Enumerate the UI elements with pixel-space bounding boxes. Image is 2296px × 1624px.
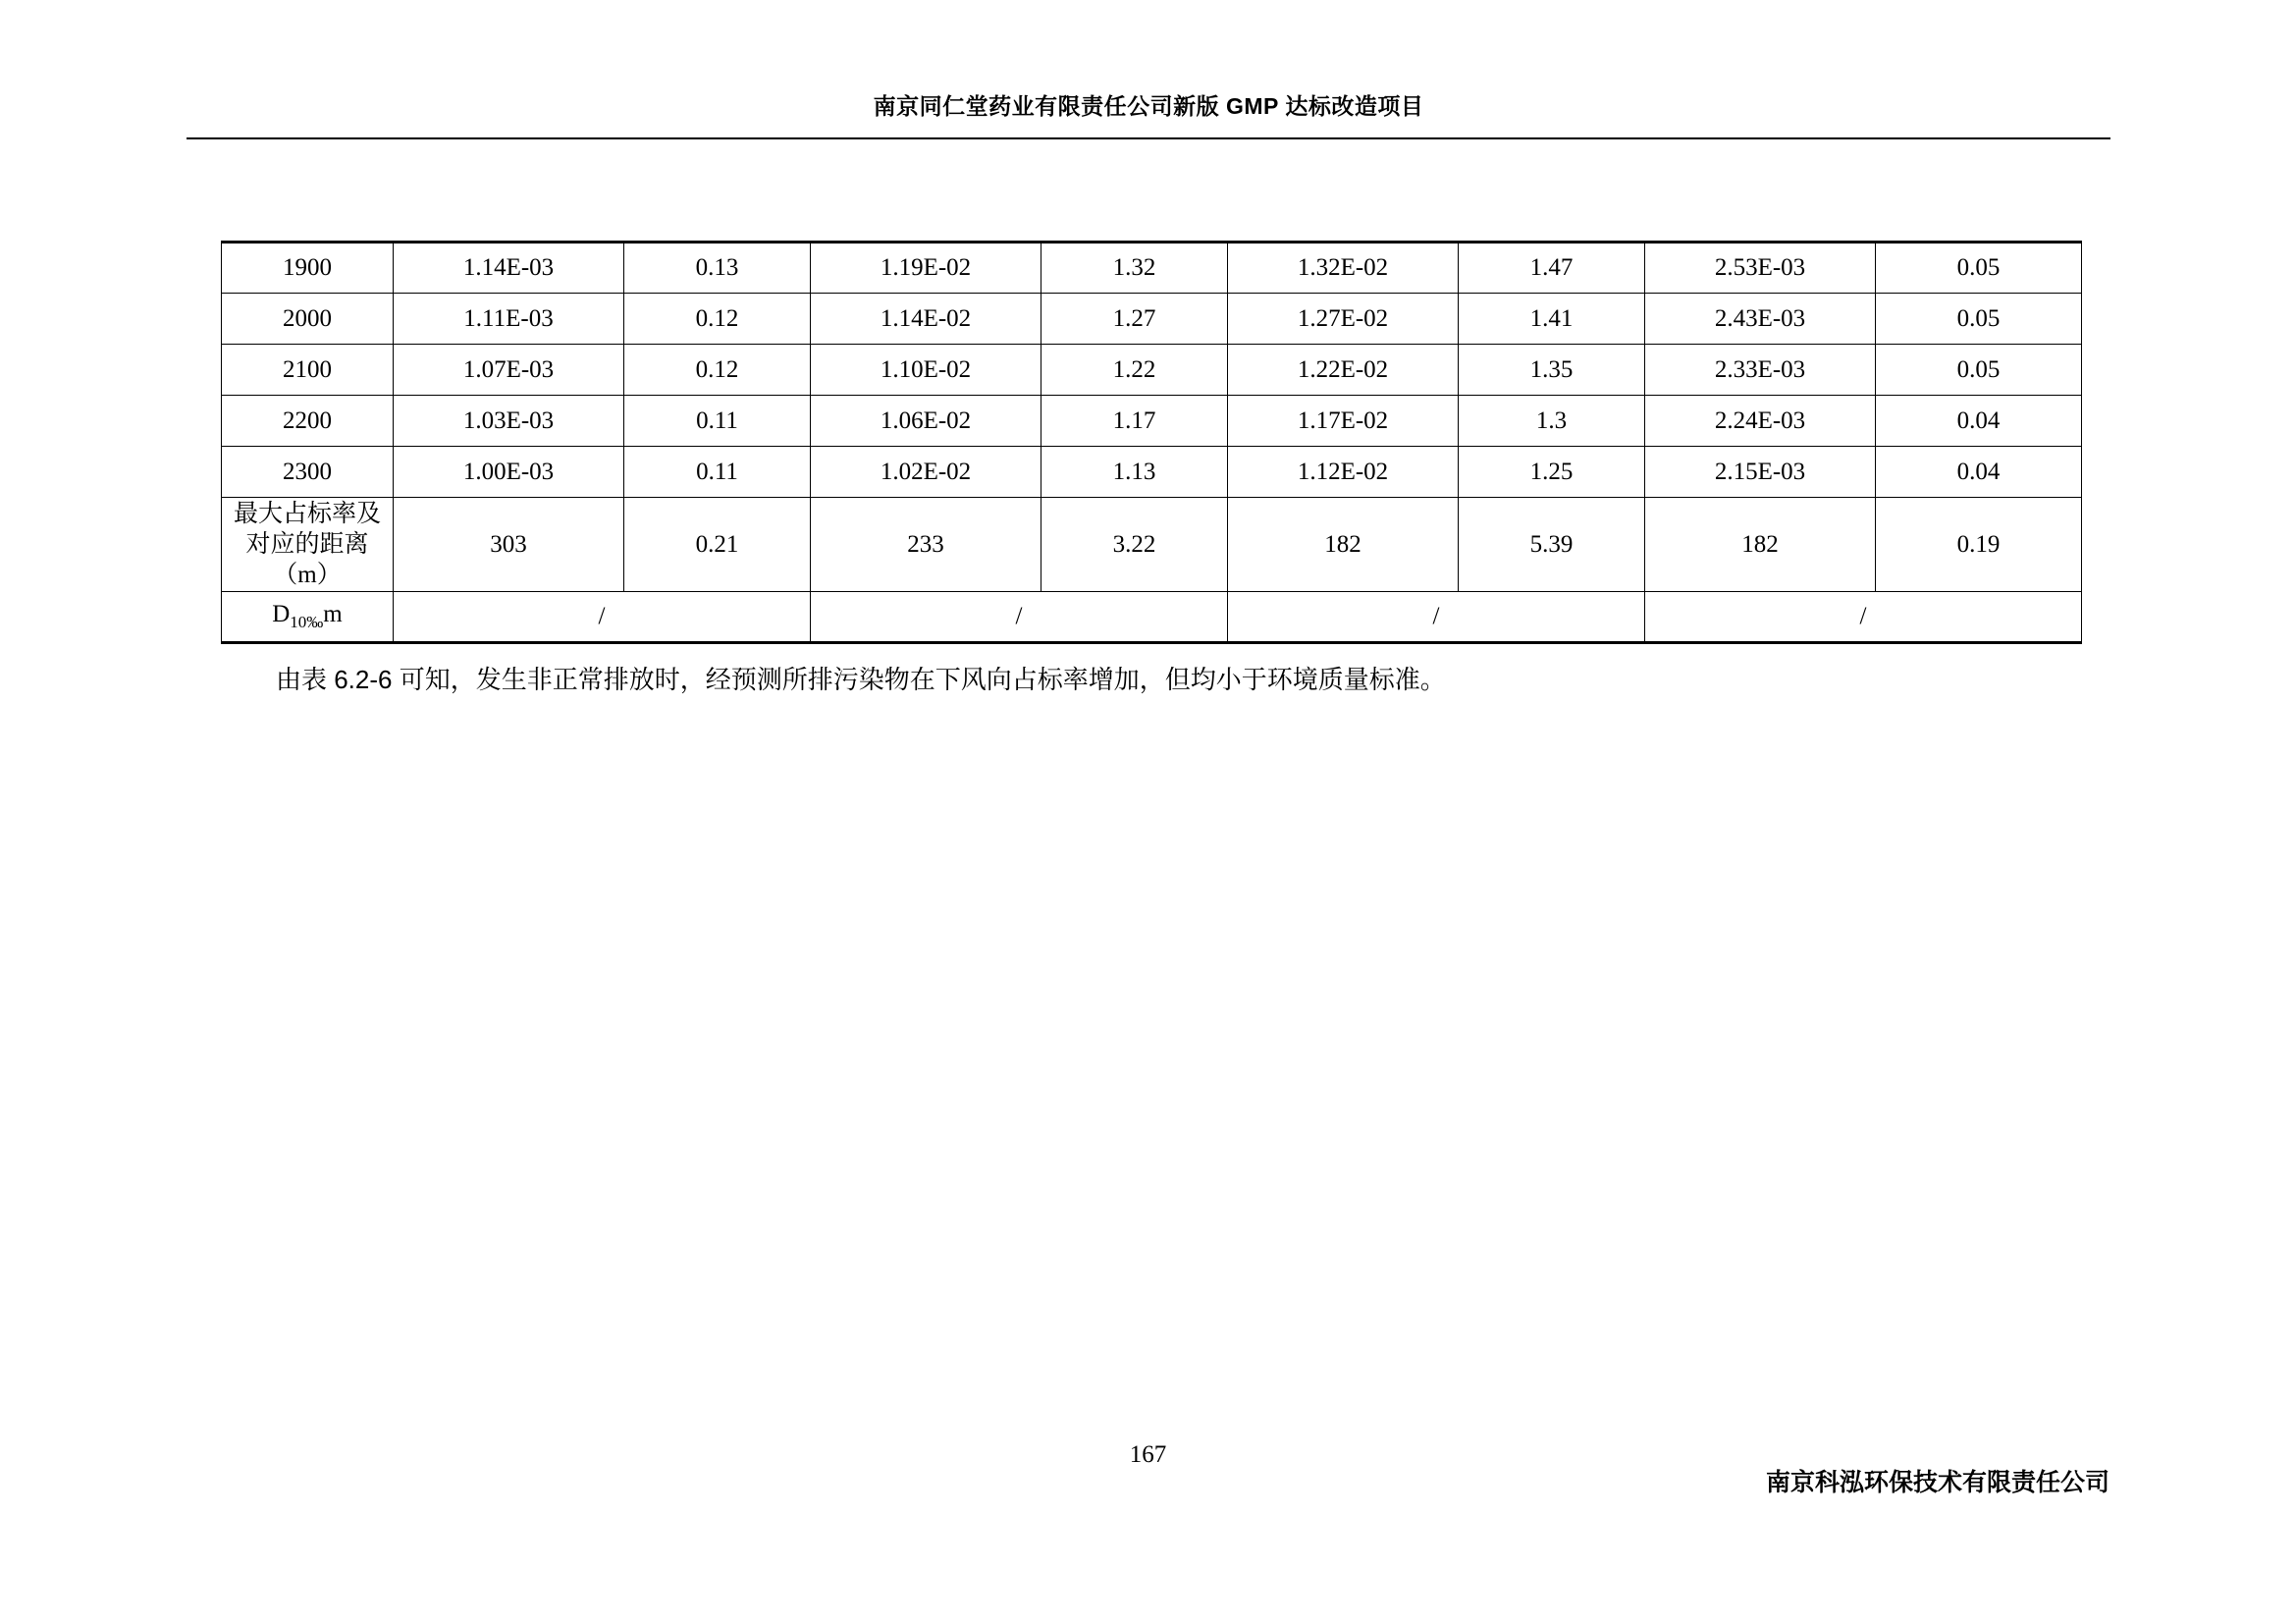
table-row [222,294,2082,345]
table-cell: 0.05 [1876,345,2082,396]
table-summary-row [222,498,2082,592]
table-cell: 2000 [222,294,394,345]
page-header [187,93,2110,121]
table-cell: 1.06E-02 [811,396,1041,447]
table-d10-row [222,592,2082,643]
table-cell: 1.14E-02 [811,294,1041,345]
header-divider [187,137,2110,139]
table-cell: 1.03E-03 [394,396,624,447]
table-cell: 1.13 [1041,447,1228,498]
table-cell: 1.25 [1459,447,1645,498]
table-cell: 1.00E-03 [394,447,624,498]
page-number: 167 [1129,1441,1167,1468]
table-cell: 0.04 [1876,447,2082,498]
table-cell: 1.10E-02 [811,345,1041,396]
d10-label-tail: m [323,601,343,627]
table-cell: 2.53E-03 [1645,243,1876,294]
table-cell: / [811,592,1228,643]
table-cell: 182 [1645,498,1876,592]
header-title: 南京同仁堂药业有限责任公司新版 GMP 达标改造项目 [873,93,1424,119]
table-cell: 2.33E-03 [1645,345,1876,396]
table-cell: 0.19 [1876,498,2082,592]
table-cell: 1.27 [1041,294,1228,345]
d10-label-main: D [272,601,291,627]
table-cell: 3.22 [1041,498,1228,592]
table-cell: 1.17 [1041,396,1228,447]
table-cell: 1.14E-03 [394,243,624,294]
prediction-data-table [221,241,2082,644]
table-cell: 1.07E-03 [394,345,624,396]
table-cell: 303 [394,498,624,592]
table-cell: 0.12 [624,345,811,396]
table-cell: 0.13 [624,243,811,294]
table-cell: 1.32 [1041,243,1228,294]
table-cell: 1.32E-02 [1228,243,1459,294]
table-cell: / [394,592,811,643]
table-cell: 0.11 [624,447,811,498]
table-cell: 233 [811,498,1041,592]
table-cell: 1.19E-02 [811,243,1041,294]
table-cell: 1.11E-03 [394,294,624,345]
table-cell: 0.04 [1876,396,2082,447]
summary-row-label: 最大占标率及对应的距离（m） [222,498,394,592]
table-cell: 1.27E-02 [1228,294,1459,345]
table-cell: 1.22E-02 [1228,345,1459,396]
table-cell: 1.02E-02 [811,447,1041,498]
table-cell: 0.05 [1876,243,2082,294]
table-cell: 0.12 [624,294,811,345]
body-paragraph: 由表 6.2-6 可知，发生非正常排放时，经预测所排污染物在下风向占标率增加，但均小于环境质量标准。 [276,665,1446,694]
table-cell: 2200 [222,396,394,447]
table-cell: / [1645,592,2082,643]
table-row [222,396,2082,447]
table-cell: 1.12E-02 [1228,447,1459,498]
d10-label-sub: 10‰ [290,613,324,631]
table-cell: 0.21 [624,498,811,592]
data-table-wrapper [221,241,2081,644]
table-cell: 1.35 [1459,345,1645,396]
table-cell: 2.43E-03 [1645,294,1876,345]
table-cell: 1.41 [1459,294,1645,345]
table-cell: 5.39 [1459,498,1645,592]
table-cell: 2.24E-03 [1645,396,1876,447]
table-cell: 1900 [222,243,394,294]
table-cell: 0.11 [624,396,811,447]
table-cell: 1.47 [1459,243,1645,294]
table-cell: 2.15E-03 [1645,447,1876,498]
table-cell: / [1228,592,1645,643]
table-cell: 0.05 [1876,294,2082,345]
table-row [222,243,2082,294]
table-cell: 1.3 [1459,396,1645,447]
table-cell: 182 [1228,498,1459,592]
table-row [222,447,2082,498]
table-cell: 2300 [222,447,394,498]
d10-row-label [222,592,394,643]
footer-organization: 南京科泓环保技术有限责任公司 [1765,1469,2109,1496]
table-cell: 1.22 [1041,345,1228,396]
table-cell: 1.17E-02 [1228,396,1459,447]
table-cell: 2100 [222,345,394,396]
table-row [222,345,2082,396]
